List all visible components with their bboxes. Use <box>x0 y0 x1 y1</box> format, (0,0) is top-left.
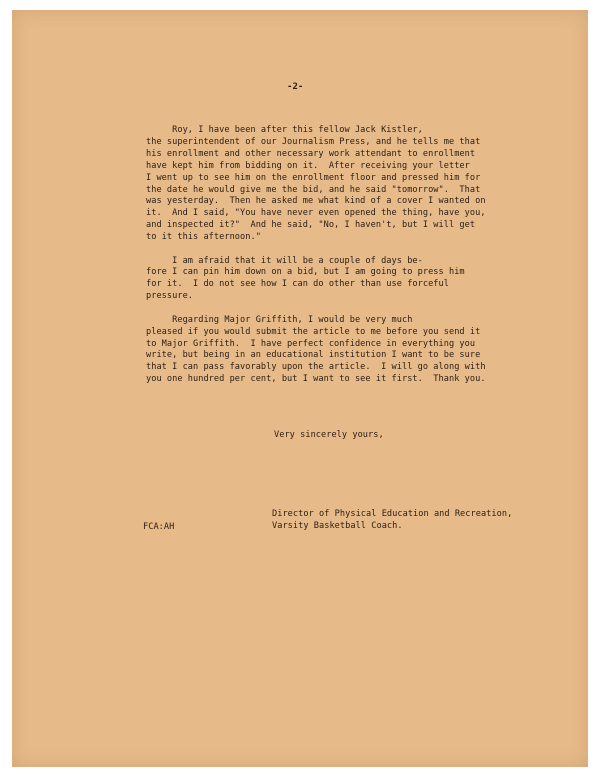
signature-title-line: Varsity Basketball Coach. <box>272 520 403 531</box>
text-line: the superintendent of our Journalism Press, and he tells me that <box>146 136 481 147</box>
text-line: the date he would give me the bid, and he said "tomorrow". That <box>146 184 481 195</box>
signature-title-line: Director of Physical Education and Recreation, <box>272 509 513 519</box>
signature-block <box>272 509 512 533</box>
paragraph-jack-kistler <box>146 125 526 244</box>
page-number: -2- <box>287 82 304 92</box>
text-line: you one hundred per cent, but I want to see it first. Thank you. <box>146 374 486 385</box>
text-line: I went up to see him on the enrollment floor and pressed him for <box>146 172 481 183</box>
text-line: I am afraid that it will be a couple of days be- <box>146 255 423 266</box>
text-line: fore I can pin him down on a bid, but I am going to press him <box>146 267 465 278</box>
paragraph-bid <box>146 256 526 304</box>
text-line: Regarding Major Griffith, I would be very much <box>146 314 413 325</box>
text-line: and inspected it?" And he said, "No, I haven't, but I will get <box>146 220 476 231</box>
text-line: that I can pass favorably upon the article. I will go along with <box>146 362 486 373</box>
text-line: to Major Griffith. I have perfect confidence in everything you <box>146 338 476 349</box>
text-line: to it this afternoon." <box>146 232 261 243</box>
text-line: pleased if you would submit the article to me before you send it <box>146 326 481 337</box>
typist-initials: FCA:AH <box>143 522 175 532</box>
text-line: have kept him from bidding on it. After receiving your letter <box>146 160 470 171</box>
paragraph-major-griffith <box>146 315 526 386</box>
text-line: Roy, I have been after this fellow Jack Kistler, <box>146 125 423 135</box>
text-line: his enrollment and other necessary work attendant to enrollment <box>146 148 476 159</box>
text-line: write, but being in an educational institution I want to be sure <box>146 350 481 361</box>
text-line: pressure. <box>146 291 194 302</box>
closing: Very sincerely yours, <box>274 430 384 440</box>
text-line: was yesterday. Then he asked me what kind of a cover I wanted on <box>146 196 486 207</box>
text-line: it. And I said, "You have never even opened the thing, have you, <box>146 208 486 219</box>
text-line: for it. I do not see how I can do other than use forceful <box>146 279 449 290</box>
letter-body <box>146 125 526 398</box>
